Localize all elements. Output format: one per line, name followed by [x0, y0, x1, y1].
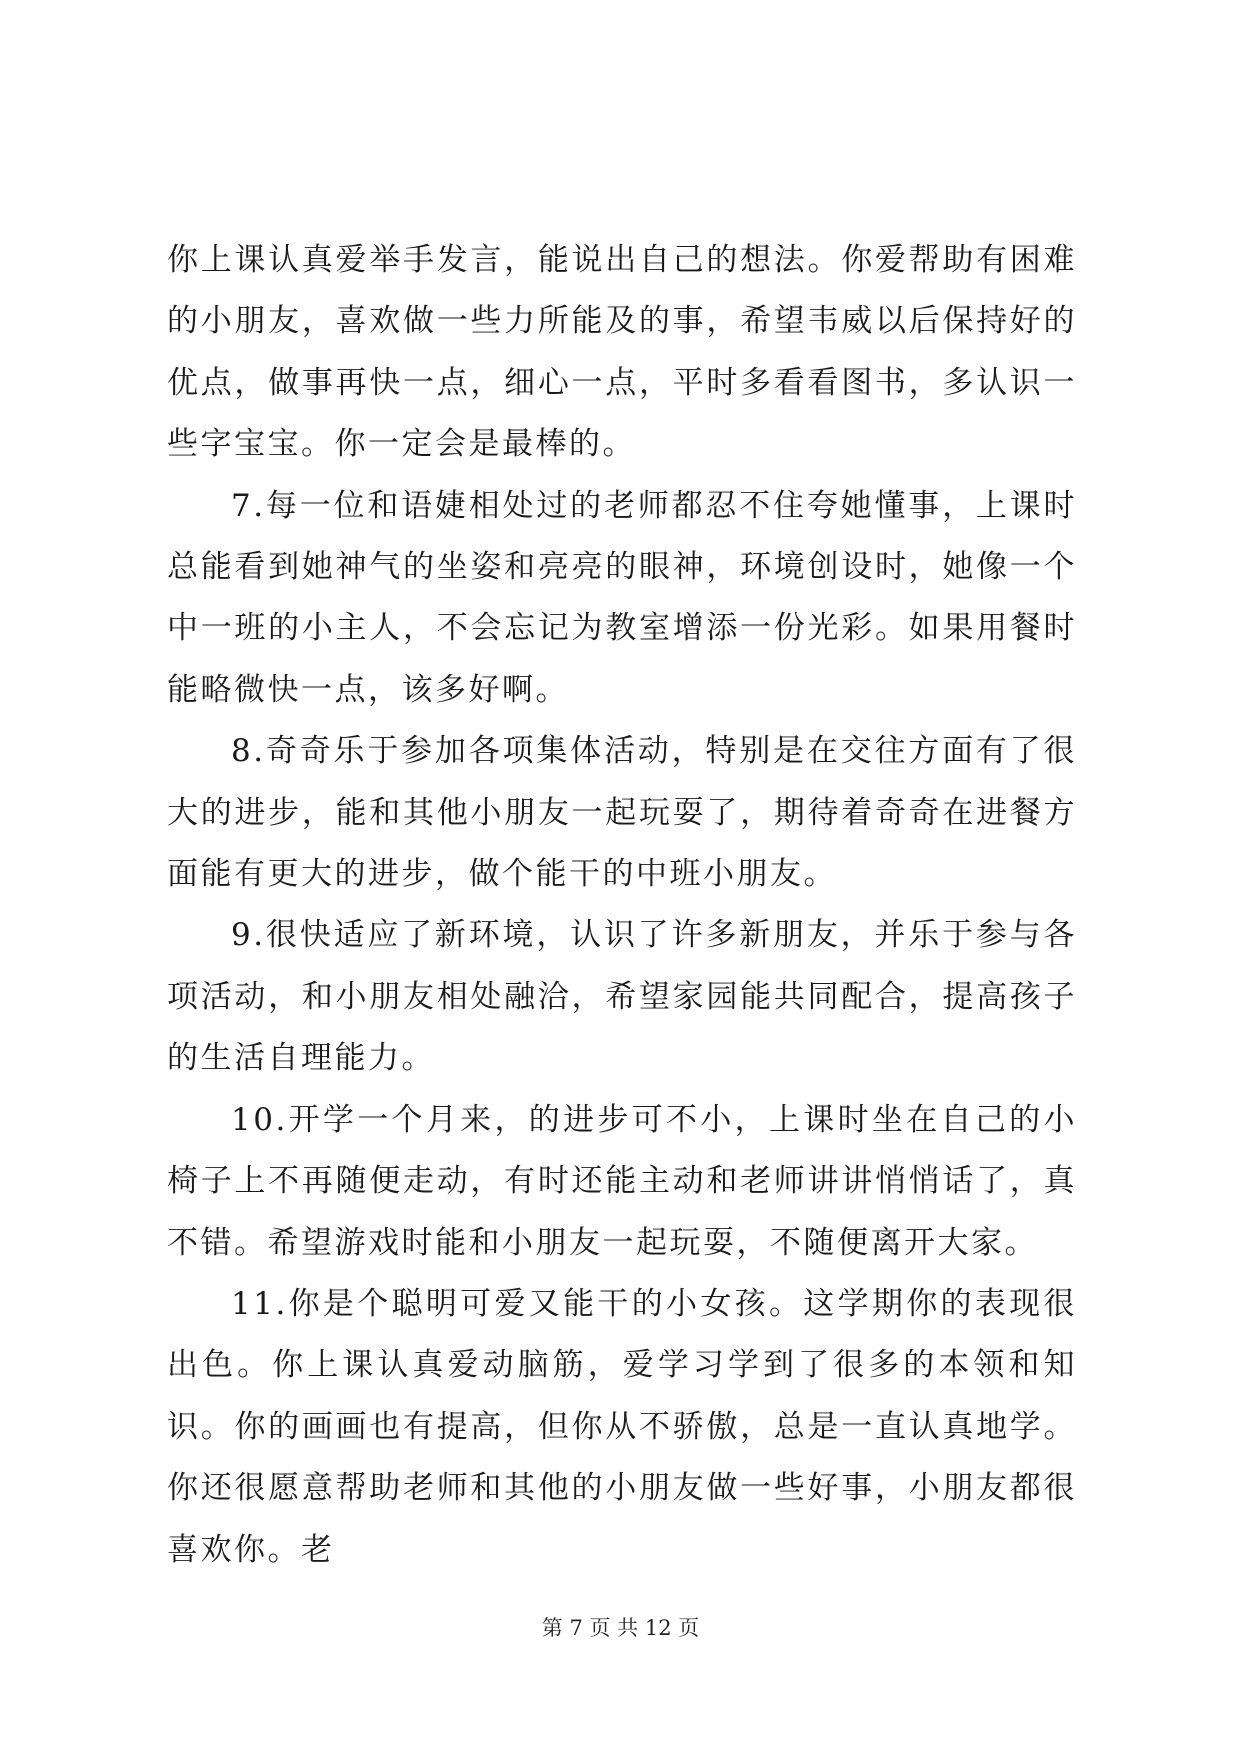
paragraph-item-7: 7.每一位和语婕相处过的老师都忍不住夸她懂事，上课时总能看到她神气的坐姿和亮亮的眼神，环境创设时，她像一个中一班的小主人，不会忘记为教室增添一份光彩。如果用餐时能略微快一点，该多好啊。 — [167, 487, 1077, 708]
paragraph-item-10: 10.开学一个月来，的进步可不小，上课时坐在自己的小椅子上不再随便走动，有时还能主动和老师讲讲悄悄话了，真不错。希望游戏时能和小朋友一起玩耍，不随便离开大家。 — [167, 1101, 1077, 1261]
document-body — [167, 230, 1077, 1581]
page-number-footer: 第 7 页 共 12 页 — [541, 1616, 700, 1640]
paragraph-item-9: 9.很快适应了新环境，认识了许多新朋友，并乐于参与各项活动，和小朋友相处融洽，希望家园能共同配合，提高孩子的生活自理能力。 — [167, 917, 1077, 1077]
paragraph-item-11: 11.你是个聪明可爱又能干的小女孩。这学期你的表现很出色。你上课认真爱动脑筋，爱学习学到了很多的本领和知识。你的画画也有提高，但你从不骄傲，总是一直认真地学。你还很愿意帮助老师和其他的小朋友做一些好事，小朋友都很喜欢你。老 — [167, 1285, 1077, 1568]
paragraph-continuation: 你上课认真爱举手发言，能说出自己的想法。你爱帮助有困难的小朋友，喜欢做一些力所能及的事，希望韦威以后保持好的优点，做事再快一点，细心一点，平时多看看图书，多认识一些字宝宝。你一定会是最棒的。 — [167, 242, 1077, 463]
paragraph-item-8: 8.奇奇乐于参加各项集体活动，特别是在交往方面有了很大的进步，能和其他小朋友一起玩耍了，期待着奇奇在进餐方面能有更大的进步，做个能干的中班小朋友。 — [167, 733, 1077, 893]
